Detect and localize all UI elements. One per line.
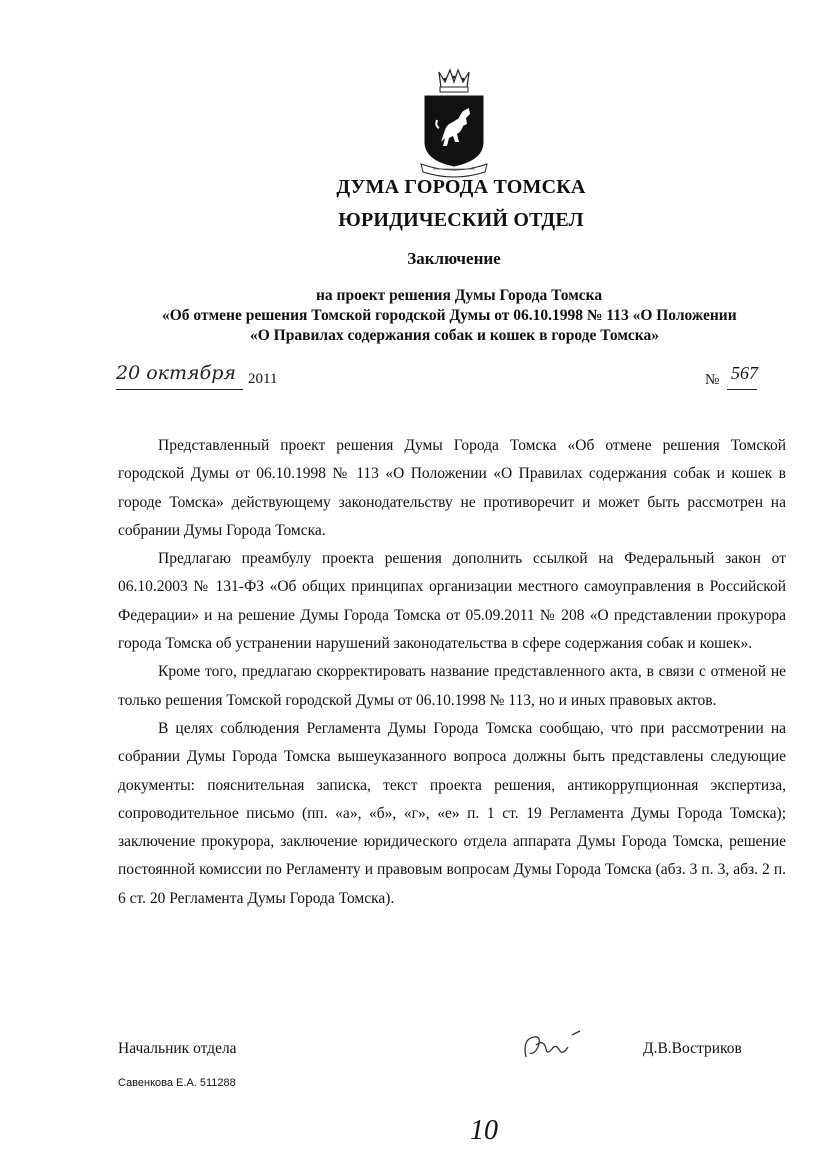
- subject-line-2: «Об отмене решения Томской городской Думы от 06.10.1998 № 113 «О Положении: [162, 307, 737, 324]
- page-number: 10: [470, 1115, 498, 1146]
- number-label: №: [705, 372, 720, 388]
- paragraph: Предлагаю преамбулу проекта решения дополнить ссылкой на Федеральный закон от 06.10.2003 № 131-ФЗ «Об общих принципах организации местного самоуправления в Российской Федерации» и на решение Думы Города Томска от 05.09.2011 № 208 «О представлении прокурора города Томска об устранении нарушений законодательства в сфере содержания собак и кошек».: [118, 550, 786, 653]
- paragraph: В целях соблюдения Регламента Думы Города Томска сообщаю, что при рассмотрении на собрании Думы Города Томска вышеуказанного вопроса должны быть представлены следующие документы: пояснительная записка, текст проекта решения, антикоррупционная экспертиза, сопроводительное письмо (пп. «а», «б», «г», «е» п. 1 ст. 19 Регламента Думы Города Томска); заключение прокурора, заключение юридического отдела аппарата Думы Города Томска, решение постоянной комиссии по Регламенту и правовым вопросам Думы Города Томска (абз. 3 п. 3, абз. 2 п. 6 ст. 20 Регламента Думы Города Томска).: [118, 719, 786, 907]
- subject-line-3: «О Правилах содержания собак и кошек в городе Томска»: [250, 327, 660, 344]
- signer-position: Начальник отдела: [118, 1040, 237, 1057]
- date-year: 2011: [248, 371, 278, 387]
- subject-line-1: на проект решения Думы Города Томска: [316, 287, 603, 304]
- executor-info: Савенкова Е.А. 511288: [118, 1077, 236, 1089]
- paragraph: Кроме того, предлагаю скорректировать название представленного акта, в связи с отменой не только решения Томской городской Думы от 06.10.1998 № 113, но и иных правовых актов.: [118, 663, 786, 709]
- handwritten-number: 567: [731, 363, 758, 383]
- org-name: ДУМА ГОРОДА ТОМСКА: [336, 176, 586, 198]
- handwritten-date: 20 октября: [116, 362, 236, 384]
- tomsk-coat-of-arms-icon: [417, 68, 491, 182]
- date-underline: [116, 389, 243, 390]
- department-name: ЮРИДИЧЕСКИЙ ОТДЕЛ: [338, 209, 584, 231]
- number-underline: [727, 389, 757, 390]
- document-body: [118, 432, 786, 913]
- signer-name: Д.В.Востриков: [643, 1040, 742, 1057]
- handwritten-signature-icon: [520, 1027, 595, 1065]
- paragraph: Представленный проект решения Думы Города Томска «Об отмене решения Томской городской Думы от 06.10.1998 № 113 «О Положении «О Правилах содержания собак и кошек в городе Томска» действующему законодательству не противоречит и может быть рассмотрен на собрании Думы Города Томска.: [118, 437, 786, 539]
- document-title: Заключение: [407, 249, 501, 268]
